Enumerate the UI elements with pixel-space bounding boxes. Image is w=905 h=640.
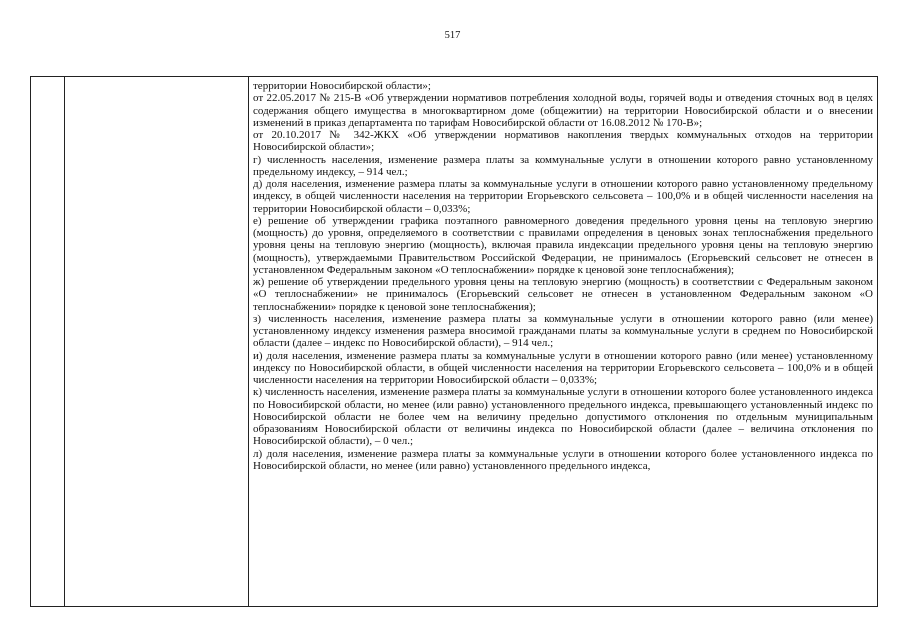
paragraph-territory-end: территории Новосибирской области»;: [253, 80, 431, 92]
paragraph-item-g: г) численность населения, изменение размера платы за коммунальные услуги в отношении которого равно установленному предельному индексу, – 914 чел.;: [253, 153, 873, 178]
column-divider-2: [248, 77, 249, 606]
table-cell-text: [253, 80, 873, 472]
paragraph-item-l: л) доля населения, изменение размера платы за коммунальные услуги в отношении которого более установленного индекса по Новосибирской области, но менее (или равно) установленного предельного индекса,: [253, 447, 873, 472]
page-number: 517: [444, 30, 461, 41]
paragraph-item-d: д) доля населения, изменение размера платы за коммунальные услуги в отношении которого равно установленному предельному индексу, в общей численности населения на территории Егорьевского сельсовета – 100,0% и в общей численности населения на территории Новосибирской области – 0,033%;: [253, 178, 873, 215]
paragraph-item-z: з) численность населения, изменение размера платы за коммунальные услуги в отношении которого равно (или менее) установленному индексу изменения размера вносимой гражданами платы за коммунальные услуги в среднем по Новосибирской области (далее – индекс по Новосибирской области), – 914 чел.;: [253, 312, 873, 350]
paragraph-item-k: к) численность населения, изменение размера платы за коммунальные услуги в отношении которого более установленного индекса по Новосибирской области, но менее (или равно) установленного предельного индекса, превышающего установленный индекс по Новосибирской области не более чем на величину предельно допустимого отклонения по отдельным муниципальным образованиям Новосибирской области от величины индекса по Новосибирской области (далее – величина отклонения по Новосибирской области), – 0 чел.;: [253, 386, 873, 448]
paragraph-order-342-zhkkh: от 20.10.2017 № 342-ЖКХ «Об утверждении нормативов накопления твердых коммунальных отходов на территории Новосибирской области»;: [253, 129, 873, 154]
column-divider-1: [64, 77, 65, 606]
paragraph-item-i: и) доля населения, изменение размера платы за коммунальные услуги в отношении которого равно (или менее) установленному индексу по Новосибирской области, в общей численности населения на территории Егорьевского сельсовета – 100,0% и в общей численности населения на территории Новосибирской области – 0,033%;: [253, 349, 873, 386]
document-table: [30, 76, 878, 607]
paragraph-order-215-v: от 22.05.2017 № 215-В «Об утверждении нормативов потребления холодной воды, горячей воды и отведения сточных вод в целях содержания общего имущества в многоквартирном доме (общежитии) на территории Новосибирской области и о внесении изменений в приказ департамента по тарифам Новосибирской области от 16.08.2012 № 170-В»;: [253, 92, 873, 129]
paragraph-item-zh: ж) решение об утверждении предельного уровня цены на тепловую энергию (мощность) в соответствии с Федеральным законом «О теплоснабжении» не принималось (Егорьевский сельсовет не отнесен в установленном Федеральным законом «О теплоснабжении» порядке к ценовой зоне теплоснабжения);: [253, 276, 873, 313]
paragraph-item-e: е) решение об утверждении графика поэтапного равномерного доведения предельного уровня цены на тепловую энергию (мощность) до уровня, определяемого в соответствии с правилами определения в ценовых зонах теплоснабжения предельного уровня цены на тепловую энергию (мощность), включая правила индексации предельного уровня цены на тепловую энергию (мощность), утверждаемыми Правительством Российской Федерации, не принималось (Егорьевский сельсовет не отнесен в установленном Федеральным законом «О теплоснабжении» порядке к ценовой зоне теплоснабжения);: [253, 214, 873, 276]
